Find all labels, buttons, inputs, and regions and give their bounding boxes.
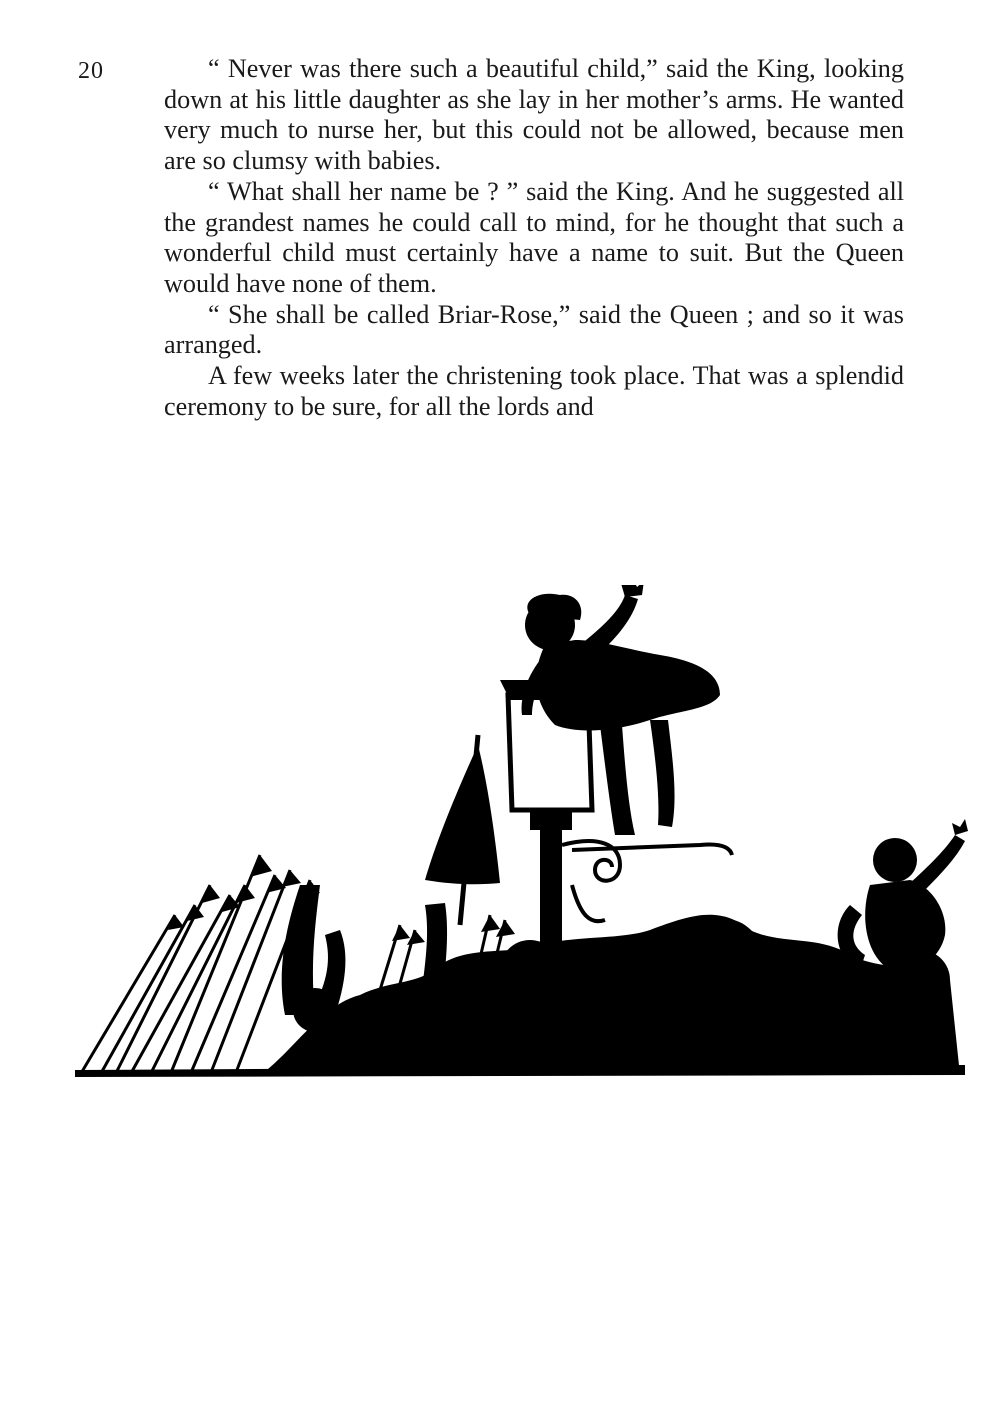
flag — [425, 745, 500, 884]
paragraph: “ What shall her name be ? ” said the King. And he suggested all the grandest names he could call to mind, for he thought that such a wonderful child must certainly have a name to suit. But the Queen would have none of them. — [164, 176, 904, 298]
paragraph: A few weeks later the christening took place. That was a splendid ceremony to be sure, for all the lords and — [164, 361, 904, 421]
crowd-head — [689, 919, 761, 991]
crowd-head — [577, 952, 633, 1008]
child-silhouette — [838, 819, 968, 971]
crowd-head — [774, 969, 826, 1021]
crowd-arm — [315, 930, 345, 1015]
paragraph: “ Never was there such a beautiful child,” said the King, looking down at his little daughter as she lay in her mother’s arms. He wanted very much to nurse her, but this could not be allowed, because men are so clumsy with babies. — [164, 54, 904, 176]
page-number: 20 — [78, 58, 104, 84]
lamp-post — [540, 825, 562, 1065]
paragraph: “ She shall be called Briar-Rose,” said the Queen ; and so it was arranged. — [164, 299, 904, 360]
lamp-bracket — [562, 841, 732, 921]
lamp-base — [530, 810, 572, 830]
silhouette-scene — [60, 585, 980, 1085]
silhouette-illustration — [60, 585, 980, 1085]
body-text — [164, 54, 904, 422]
